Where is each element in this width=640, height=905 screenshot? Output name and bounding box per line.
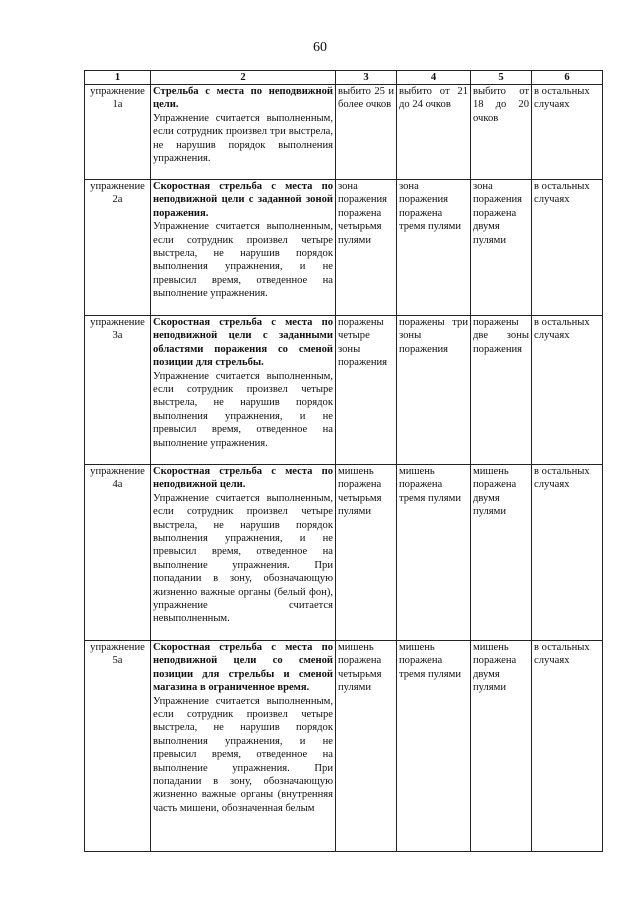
exercise-conditions: Упражнение считается выполненным, если сотрудник произвел четыре выстрела, не нарушив порядок выполнения упражнения, и не превысил время, отведенное на выполнение упражнения. При попадании в зону, обозначающую жизненно важные органы (белый фон), упражнение считается невыполненным.	[153, 492, 333, 625]
header-row	[85, 71, 603, 85]
exercise-title: Скоростная стрельба с места по неподвижной цели с заданными областями поражения со сменой позиции для стрельбы.	[153, 317, 333, 369]
result-col-4: мишень поражена тремя пулями	[397, 641, 471, 852]
exercise-description	[151, 465, 336, 641]
exercise-name: упражнение 3а	[85, 316, 151, 465]
exercise-conditions: Упражнение считается выполненным, если сотрудник произвел четыре выстрела, не нарушив порядок выполнения упражнения, и не превысил время, отведенное на выполнение упражнения.	[153, 370, 333, 449]
exercise-description	[151, 641, 336, 852]
result-col-5: зона поражения поражена двумя пулями	[471, 180, 532, 316]
result-col-5: мишень поражена двумя пулями	[471, 641, 532, 852]
result-col-3: зона поражения поражена четырьмя пулями	[336, 180, 397, 316]
exercise-title: Скоростная стрельба с места по неподвижной цели с заданной зоной поражения.	[153, 181, 333, 219]
result-col-5: поражены две зоны поражения	[471, 316, 532, 465]
header-col-3: 3	[336, 71, 397, 85]
result-col-4: зона поражения поражена тремя пулями	[397, 180, 471, 316]
header-col-1: 1	[85, 71, 151, 85]
result-col-4: поражены три зоны поражения	[397, 316, 471, 465]
header-col-2: 2	[151, 71, 336, 85]
result-col-6: в остальных случаях	[532, 85, 603, 180]
table-row	[85, 465, 603, 641]
exercise-name: упражнение 4а	[85, 465, 151, 641]
table-row	[85, 180, 603, 316]
exercise-name: упражнение 2а	[85, 180, 151, 316]
result-col-3: выбито 25 и более очков	[336, 85, 397, 180]
exercise-title: Стрельба с места по неподвижной цели.	[153, 86, 333, 111]
exercise-conditions: Упражнение считается выполненным, если сотрудник произвел три выстрела, не нарушив порядок выполнения упражнения.	[153, 112, 333, 165]
header-col-4: 4	[397, 71, 471, 85]
result-col-3: мишень поражена четырьмя пулями	[336, 465, 397, 641]
result-col-6: в остальных случаях	[532, 465, 603, 641]
header-col-6: 6	[532, 71, 603, 85]
exercise-description	[151, 85, 336, 180]
exercise-description	[151, 316, 336, 465]
result-col-5: выбито от 18 до 20 очков	[471, 85, 532, 180]
result-col-3: мишень поражена четырьмя пулями	[336, 641, 397, 852]
result-col-5: мишень поражена двумя пулями	[471, 465, 532, 641]
exercise-conditions: Упражнение считается выполненным, если сотрудник произвел четыре выстрела, не нарушив порядок выполнения упражнения, и не превысил время, отведенное на выполнение упражнения. При попадании в зону, обозначающую жизненно важные органы (внутренняя часть мишени, обозначенная белым	[153, 695, 333, 814]
table-row	[85, 85, 603, 180]
result-col-3: поражены четыре зоны поражения	[336, 316, 397, 465]
result-col-6: в остальных случаях	[532, 316, 603, 465]
exercise-name: упражнение 1а	[85, 85, 151, 180]
table-row	[85, 641, 603, 852]
table-row	[85, 316, 603, 465]
result-col-4: выбито от 21 до 24 очков	[397, 85, 471, 180]
result-col-6: в остальных случаях	[532, 641, 603, 852]
exercise-description	[151, 180, 336, 316]
exercise-table	[84, 70, 603, 852]
exercise-title: Скоростная стрельба с места по неподвижной цели со сменой позиции для стрельбы и сменой магазина в ограниченное время.	[153, 642, 333, 694]
exercise-title: Скоростная стрельба с места по неподвижной цели.	[153, 466, 333, 491]
result-col-4: мишень поражена тремя пулями	[397, 465, 471, 641]
page-number: 60	[313, 40, 327, 55]
header-col-5: 5	[471, 71, 532, 85]
exercise-conditions: Упражнение считается выполненным, если сотрудник произвел четыре выстрела, не нарушив порядок выполнения упражнения, и не превысил время, отведенное на выполнение упражнения.	[153, 221, 333, 300]
exercise-name: упражнение 5а	[85, 641, 151, 852]
result-col-6: в остальных случаях	[532, 180, 603, 316]
